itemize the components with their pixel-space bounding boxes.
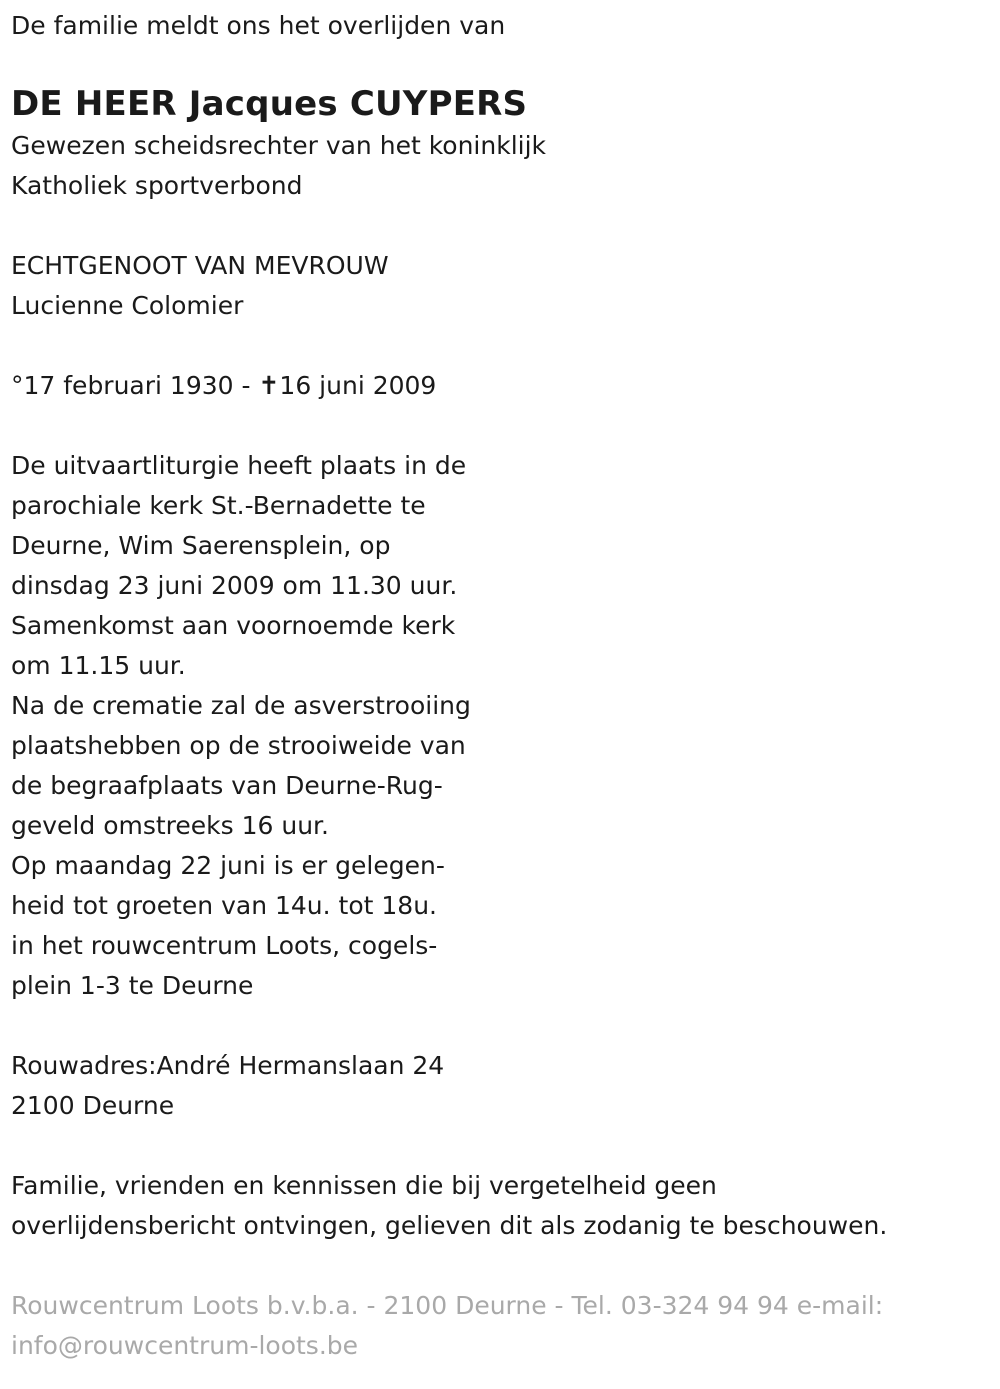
description-line: Gewezen scheidsrechter van het koninklijk <box>11 131 547 160</box>
funeral-line: in het rouwcentrum Loots, cogels- <box>11 931 438 960</box>
funeral-line: parochiale kerk St.-Bernadette te <box>11 491 426 520</box>
funeral-line: Op maandag 22 juni is er gelegen- <box>11 851 445 880</box>
closing-line: overlijdensbericht ontvingen, gelieven dit als zodanig te beschouwen. <box>11 1211 888 1240</box>
spacer <box>11 206 991 246</box>
closing-line: Familie, vrienden en kennissen die bij vergetelheid geen <box>11 1171 717 1200</box>
spacer <box>11 1246 991 1286</box>
death-date: 16 juni 2009 <box>279 371 437 400</box>
funeral-line: Deurne, Wim Saerensplein, op <box>11 531 391 560</box>
death-notice <box>11 6 991 1366</box>
spacer <box>11 1126 991 1166</box>
funeral-line: plaatshebben op de strooiweide van <box>11 731 466 760</box>
mourning-address-city: 2100 Deurne <box>11 1091 175 1120</box>
birth-date: 17 februari 1930 - <box>23 371 259 400</box>
spouse-title: ECHTGENOOT VAN MEVROUW <box>11 251 389 280</box>
funeral-line: om 11.15 uur. <box>11 651 186 680</box>
funeral-line: Samenkomst aan voornoemde kerk <box>11 611 456 640</box>
spacer <box>11 1006 991 1046</box>
cross-icon: ✝ <box>258 371 280 400</box>
funeral-line: heid tot groeten van 14u. tot 18u. <box>11 891 437 920</box>
birth-symbol: ° <box>11 371 24 400</box>
funeral-line: plein 1-3 te Deurne <box>11 971 254 1000</box>
spouse-name: Lucienne Colomier <box>11 291 244 320</box>
life-dates <box>11 366 991 406</box>
funeral-line: Na de crematie zal de asverstrooiing <box>11 691 471 720</box>
funeral-line: de begraafplaats van Deurne-Rug- <box>11 771 443 800</box>
funeral-line: geveld omstreeks 16 uur. <box>11 811 329 840</box>
funeral-line: dinsdag 23 juni 2009 om 11.30 uur. <box>11 571 458 600</box>
deceased-name: DE HEER Jacques CUYPERS <box>11 84 528 124</box>
spacer <box>11 326 991 366</box>
mourning-address: Rouwadres:André Hermanslaan 24 <box>11 1051 445 1080</box>
footer-email: info@rouwcentrum-loots.be <box>11 1331 359 1360</box>
description-line: Katholiek sportverbond <box>11 171 303 200</box>
footer-line: Rouwcentrum Loots b.v.b.a. - 2100 Deurne - Tel. 03-324 94 94 e-mail: <box>11 1291 884 1320</box>
funeral-line: De uitvaartliturgie heeft plaats in de <box>11 451 467 480</box>
spacer <box>11 406 991 446</box>
intro-text: De familie meldt ons het overlijden van <box>11 11 506 40</box>
